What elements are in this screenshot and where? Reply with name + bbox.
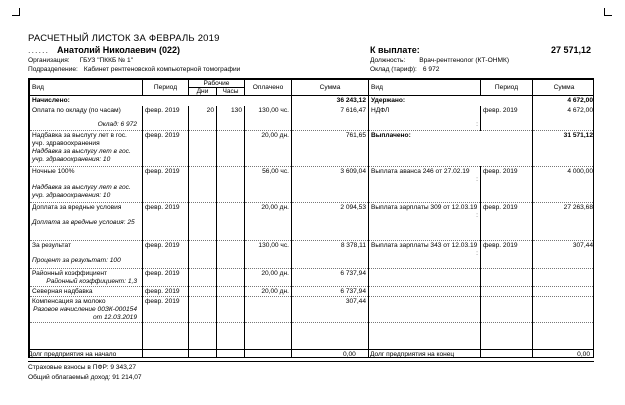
header-working: Рабочие: [189, 80, 245, 88]
taxable-income: Общий облагаемый доход: 91 214,07: [28, 374, 142, 381]
row-paid: 130,00 чс.: [245, 106, 292, 130]
debt-end-value: 0,00: [577, 351, 590, 358]
table-row: [30, 286, 595, 296]
row-hours: 130: [217, 106, 245, 130]
table-row: [30, 202, 595, 240]
row-sum: 8 378,11: [292, 240, 369, 268]
row-hours: [217, 240, 245, 268]
position-line: [370, 57, 509, 64]
row-vid-right: Выплата аванса 246 от 27.02.19 :: [369, 166, 481, 202]
row-sum-right: [533, 286, 595, 296]
row-hours: [217, 296, 245, 322]
row-paid: 20,00 дн.: [245, 202, 292, 240]
row-period: февр. 2019: [143, 240, 189, 268]
table-row: [30, 296, 595, 322]
department-line: [28, 66, 240, 73]
salary-value: 6 972: [422, 66, 440, 73]
table-row: [30, 268, 595, 286]
debt-start-label: Долг предприятия на начало: [28, 351, 117, 358]
row-paid: 20,00 дн.: [245, 286, 292, 296]
organization-line: [28, 57, 133, 64]
row-sum: 6 737,94: [292, 286, 369, 296]
payable-label: К выплате:: [370, 45, 420, 55]
row-period: февр. 2019: [143, 166, 189, 202]
pension-contributions: Страховые взносы в ПФР: 9 343,27: [28, 364, 137, 371]
row-vid-right: НДФЛ :: [369, 106, 481, 130]
debt-end-label: Долг предприятия на конец: [370, 351, 455, 358]
row-vid: Оплата по окладу (по часам) Оклад: 6 972: [30, 106, 143, 130]
table-row: [30, 240, 595, 268]
row-period: февр. 2019: [143, 106, 189, 130]
crop-mark-left: [12, 8, 20, 16]
row-vid-right: [369, 286, 481, 296]
row-vid-right: [369, 268, 481, 286]
row-hours: [217, 268, 245, 286]
header-paid: Оплачено: [245, 80, 292, 96]
row-sum: 761,65: [292, 130, 369, 166]
row-period-right: [481, 268, 533, 286]
row-vid: Компенсация за молоко Разовое начисление 00ЗК-000154 от 12.03.2019: [30, 296, 143, 322]
row-vid: Надбавка за выслугу лет в гос. учр. здравоохранения Надбавка за выслугу лет в гос. учр. здравоохранения: 10: [30, 130, 143, 166]
row-vid-right: Выплата зарплаты 309 от 12.03.19 :: [369, 202, 481, 240]
row-days: [189, 166, 217, 202]
row-paid: [245, 296, 292, 322]
header-vid-right: Вид: [369, 80, 481, 96]
header-days: Дни: [189, 88, 217, 96]
withheld-label: Удержано:: [369, 96, 533, 107]
header-vid: Вид: [30, 80, 143, 96]
paid-out-label: Выплачено:: [369, 130, 533, 166]
row-paid: 20,00 дн.: [245, 130, 292, 166]
header-sum: Сумма: [292, 80, 369, 96]
row-period: февр. 2019: [143, 268, 189, 286]
header-period-right: Период: [481, 80, 533, 96]
crop-mark-right: [604, 8, 612, 16]
table-row: [30, 106, 595, 130]
row-days: 20: [189, 106, 217, 130]
debt-row: [28, 351, 594, 361]
row-sum: 3 609,04: [292, 166, 369, 202]
department-label: Подразделение:: [28, 66, 78, 73]
row-sum: 307,44: [292, 296, 369, 322]
debt-rule: [28, 349, 594, 350]
row-hours: [217, 202, 245, 240]
row-vid: Ночные 100% Надбавка за выслугу лет в гос. учр. здравоохранения: 10: [30, 166, 143, 202]
row-period: февр. 2019: [143, 296, 189, 322]
employee-name: [28, 45, 180, 55]
row-days: [189, 268, 217, 286]
row-period: февр. 2019: [143, 286, 189, 296]
row-paid: 56,00 чс.: [245, 166, 292, 202]
footer-rule: [28, 361, 594, 362]
salary-label: Оклад (тариф):: [370, 66, 417, 73]
payslip-table: [28, 78, 594, 358]
organization-value: ГБУЗ "ПККБ № 1": [79, 57, 134, 64]
row-paid: 20,00 дн.: [245, 268, 292, 286]
row-sum-right: [533, 296, 595, 322]
row-period-right: февр. 2019: [481, 240, 533, 268]
debt-start-value: 0,00: [343, 351, 356, 358]
row-sum-right: 4 672,00: [533, 106, 595, 130]
organization-label: Организация:: [28, 57, 70, 64]
row-sum: 6 737,94: [292, 268, 369, 286]
row-sum-right: 307,44: [533, 240, 595, 268]
row-period-right: февр. 2019: [481, 106, 533, 130]
row-sum-right: 4 000,00: [533, 166, 595, 202]
payable-value: 27 571,12: [550, 45, 591, 55]
accrued-label: Начислено:: [30, 96, 292, 107]
row-days: [189, 130, 217, 166]
row-days: [189, 296, 217, 322]
row-days: [189, 240, 217, 268]
row-sum: 7 616,47: [292, 106, 369, 130]
employee-full-name: Анатолий Николаевич (022): [57, 45, 181, 55]
row-period: февр. 2019: [143, 202, 189, 240]
header-period: Период: [143, 80, 189, 96]
row-period-right: [481, 296, 533, 322]
row-hours: [217, 166, 245, 202]
table-row: [30, 166, 595, 202]
row-vid: Северная надбавка: [30, 286, 143, 296]
row-paid: 130,00 чс.: [245, 240, 292, 268]
row-hours: [217, 286, 245, 296]
salary-line: [370, 66, 439, 73]
row-vid: Районный коэффициент Районный коэффициент: 1,3: [30, 268, 143, 286]
row-vid-right: Выплата зарплаты 343 от 12.03.19 :: [369, 240, 481, 268]
table-row: [30, 130, 595, 166]
header-sum-right: Сумма: [533, 80, 595, 96]
header-hours: Часы: [217, 88, 245, 96]
row-sum-right: [533, 268, 595, 286]
payslip-title: РАСЧЕТНЫЙ ЛИСТОК ЗА ФЕВРАЛЬ 2019: [28, 33, 220, 44]
row-days: [189, 202, 217, 240]
paid-out-total: 31 571,12: [533, 130, 595, 166]
row-period-right: февр. 2019: [481, 166, 533, 202]
position-label: Должность:: [370, 57, 406, 64]
row-vid: Доплата за вредные условия Доплата за вредные условия: 25: [30, 202, 143, 240]
row-hours: [217, 130, 245, 166]
row-vid-right: [369, 296, 481, 322]
section-totals-row: [30, 96, 595, 107]
row-sum-right: 27 263,68: [533, 202, 595, 240]
row-period-right: февр. 2019: [481, 202, 533, 240]
row-period-right: [481, 286, 533, 296]
row-period: февр. 2019: [143, 130, 189, 166]
position-value: Врач-рентгенолог (КТ-ОНМК): [419, 57, 510, 64]
row-vid: За результат Процент за результат: 100: [30, 240, 143, 268]
row-sum: 2 094,53: [292, 202, 369, 240]
redacted-surname: ......: [28, 45, 50, 55]
department-value: Кабинет рентгеновской компьютерной томографии: [83, 66, 241, 73]
row-days: [189, 286, 217, 296]
withheld-total: 4 672,00: [533, 96, 595, 107]
accrued-total: 36 243,12: [292, 96, 369, 107]
